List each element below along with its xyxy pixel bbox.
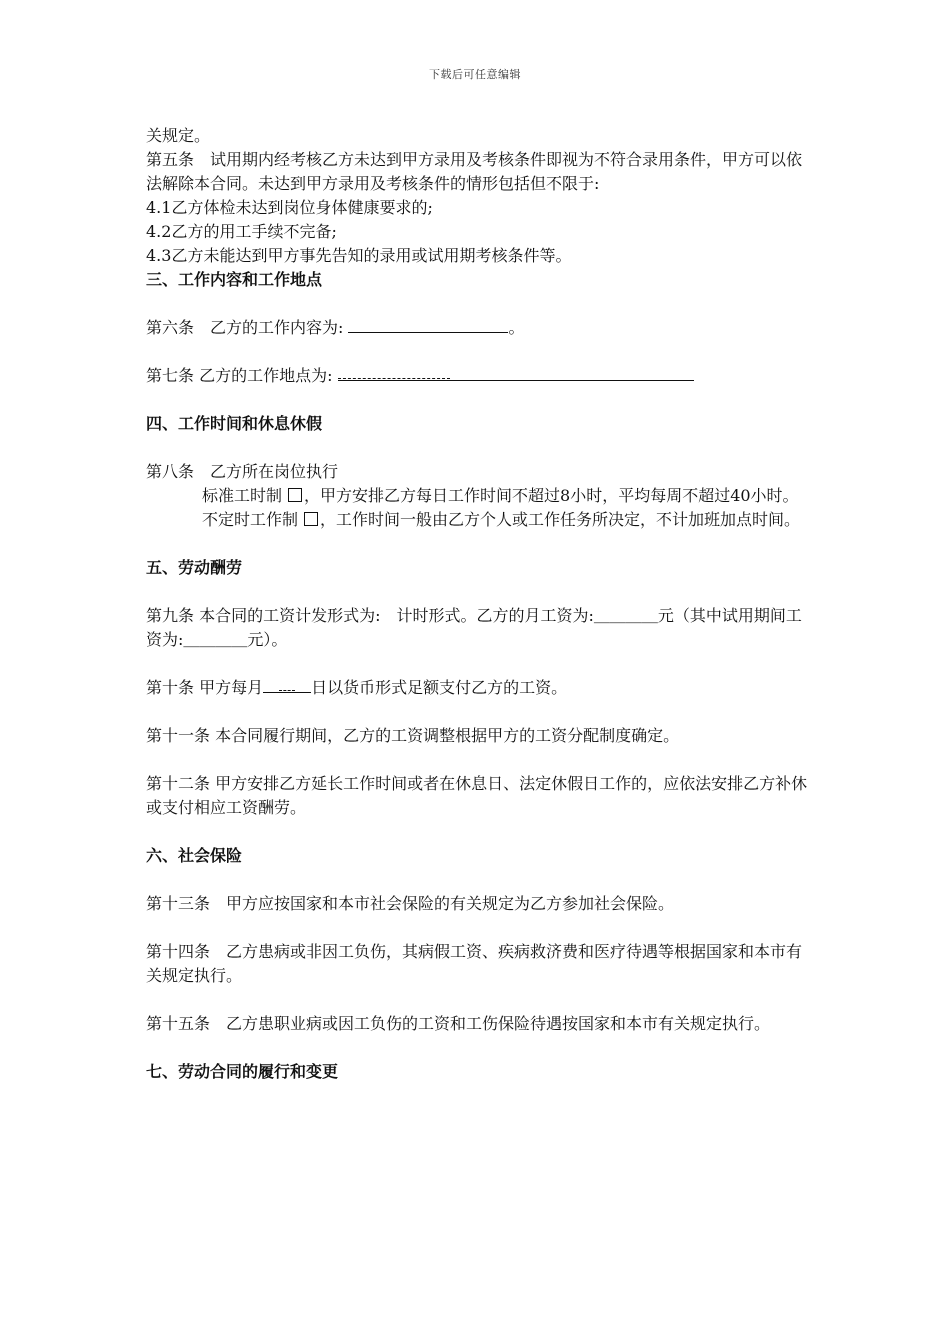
article-6-label: 第六条 乙方的工作内容为: <box>146 318 349 337</box>
article-10-label: 第十条 甲方每月 <box>146 678 264 697</box>
work-location-blank[interactable] <box>338 365 694 381</box>
flexible-hours-text: ，工作时间一般由乙方个人或工作任务所决定，不计加班加点时间。 <box>320 510 801 529</box>
pay-day-blank[interactable] <box>263 677 311 693</box>
standard-hours-checkbox[interactable] <box>288 488 302 502</box>
article-14: 第十四条 乙方患病或非因工负伤，其病假工资、疾病救济费和医疗待遇等根据国家和本市有关规定执行。 <box>146 942 803 985</box>
article-10-text: 日以货币形式足额支付乙方的工资。 <box>311 678 568 697</box>
article-6 <box>146 316 808 340</box>
article-8: 第八条 乙方所在岗位执行 <box>146 462 339 481</box>
article-10 <box>146 676 808 700</box>
work-content-blank[interactable] <box>348 316 508 333</box>
article-13: 第十三条 甲方应按国家和本市社会保险的有关规定为乙方参加社会保险。 <box>146 894 675 913</box>
page-header: 下载后可任意编辑 <box>429 68 521 81</box>
flexible-hours-label: 不定时工作制 <box>202 510 299 529</box>
standard-hours-text: ，甲方安排乙方每日工作时间不超过8小时，平均每周不超过40小时。 <box>304 486 799 505</box>
article-12: 第十二条 甲方安排乙方延长工作时间或者在休息日、法定休假日工作的，应依法安排乙方补休或支付相应工资酬劳。 <box>146 774 808 817</box>
paragraph-continuation: 关规定。 <box>146 126 211 145</box>
flexible-hours-checkbox[interactable] <box>304 512 318 526</box>
article-6-end: 。 <box>508 318 525 337</box>
article-9: 第九条 本合同的工资计发形式为: 计时形式。乙方的月工资为:＿＿＿＿元（其中试用期间工资为:＿＿＿＿元）。 <box>146 606 802 649</box>
document-body <box>146 124 808 1084</box>
article-11: 第十一条 本合同履行期间，乙方的工资调整根据甲方的工资分配制度确定。 <box>146 726 680 745</box>
list-item-4-3: 4.3乙方未能达到甲方事先告知的录用或试用期考核条件等。 <box>146 246 572 265</box>
section-heading-7: 七、劳动合同的履行和变更 <box>146 1062 339 1081</box>
list-item-4-1: 4.1乙方体检未达到岗位身体健康要求的; <box>146 198 433 217</box>
standard-hours-label: 标准工时制 <box>202 486 283 505</box>
section-heading-4: 四、工作时间和休息休假 <box>146 414 323 433</box>
section-heading-6: 六、社会保险 <box>146 846 243 865</box>
flexible-hours-option <box>146 508 808 532</box>
article-5: 第五条 试用期内经考核乙方未达到甲方录用及考核条件即视为不符合录用条件，甲方可以依法解除本合同。未达到甲方录用及考核条件的情形包括但不限于: <box>146 150 803 193</box>
article-15: 第十五条 乙方患职业病或因工负伤的工资和工伤保险待遇按国家和本市有关规定执行。 <box>146 1014 771 1033</box>
section-heading-3: 三、工作内容和工作地点 <box>146 270 323 289</box>
standard-hours-option <box>146 484 808 508</box>
section-heading-5: 五、劳动酬劳 <box>146 558 243 577</box>
article-7-label: 第七条 乙方的工作地点为: <box>146 366 338 385</box>
list-item-4-2: 4.2乙方的用工手续不完备; <box>146 222 337 241</box>
article-7 <box>146 364 808 388</box>
